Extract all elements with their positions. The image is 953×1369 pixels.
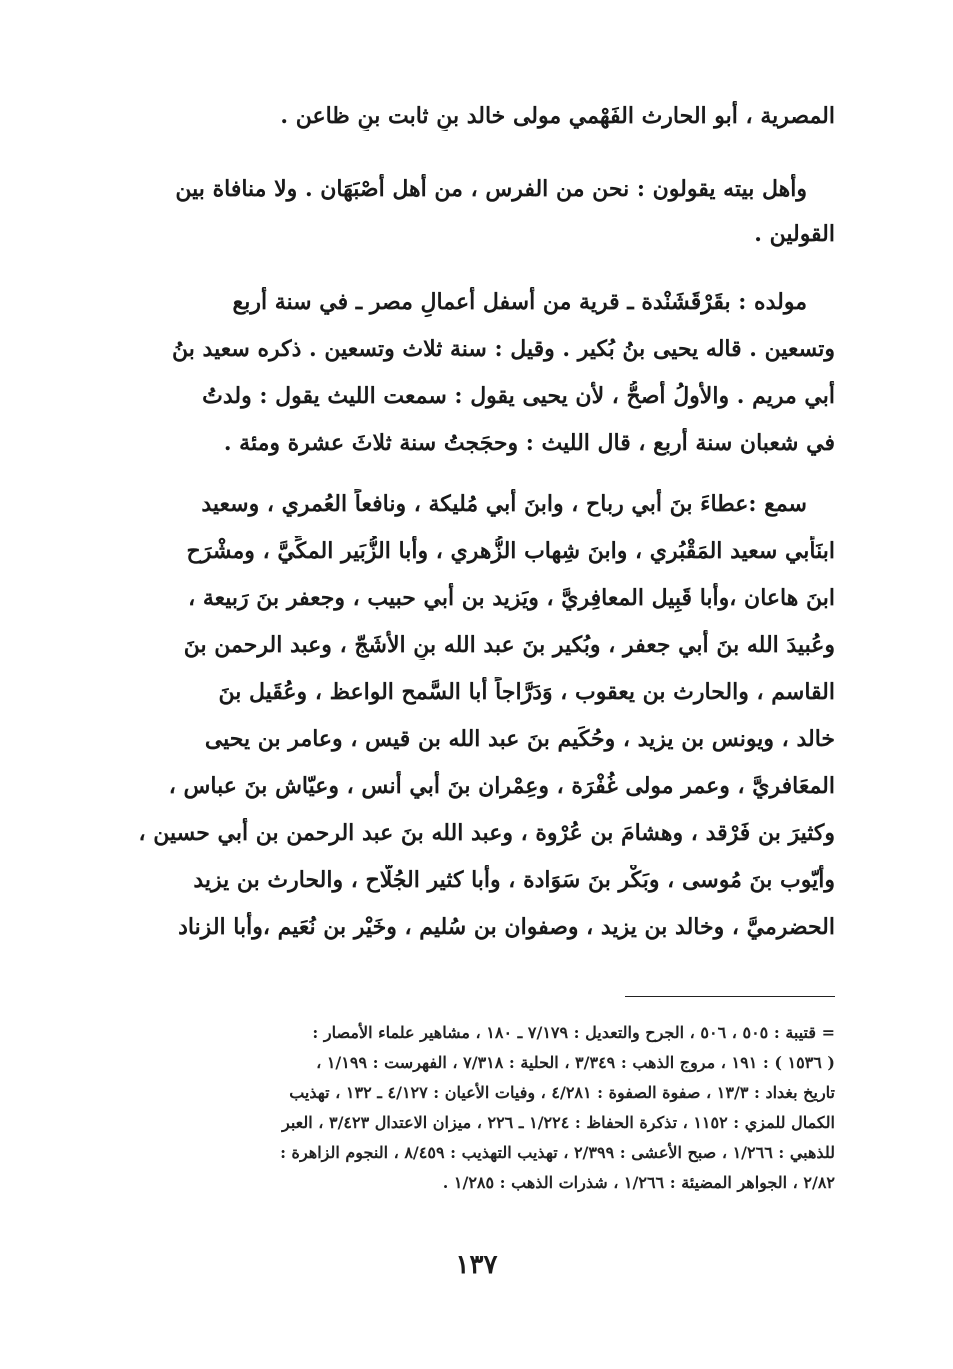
footnote-line: تاريخ بغداد : ١٣/٣ ، صفوة الصفوة : ٤/٢٨١ ، وفيات الأعيان : ٤/١٢٧ ـ ١٣٢ ، تهذيب: [289, 1083, 835, 1102]
text-line: أبي مريم . والأولُ أصحُّ ، لأن يحيى يقول : سمعت الليث يقول : ولدتُ: [202, 383, 835, 409]
footnote-line: ( ١٥٣٦ ) : ١٩١ ، مروج الذهب : ٣/٣٤٩ ، الحلية : ٧/٣١٨ ، الفهرست : ١/١٩٩ ،: [316, 1053, 835, 1072]
text-line: مولده : بقَرْقَشَنْدة ـ قرية من أسفل أعمالِ مصر ـ في سنة أربع: [232, 289, 807, 315]
text-line: القولين .: [754, 221, 835, 247]
text-line: في شعبان سنة أربع ، قال الليث : وحجَجتُ سنة ثلاثَ عشرة ومئة .: [223, 430, 835, 456]
footnote-separator: [625, 996, 835, 997]
text-line: ابنَأبي سعيد المَقْبُري ، وابنَ شِهاب الزُّهري ، وأبا الزُّبَير المكِّيَّ ، ومشْرَح: [186, 538, 835, 564]
text-line: الحضرميَّ ، وخالد بن يزيد ، وصفوان بن سُليم ، وخَيْر بن نُعَيم ،وأبا الزناد: [178, 914, 835, 940]
paragraph-3-birth: [115, 287, 835, 475]
footnote-line: الكمال للمزي : ١١٥٢ ، تذكرة الحفاظ : ١/٢٢٤ ـ ٢٢٦ ، ميزان الاعتدال ٣/٤٢٣ ، العبر: [281, 1113, 835, 1132]
text-line: وتسعين . قاله يحيى بنُ بُكير . وقيل : سنة ثلاث وتسعين . ذكره سعيد بنُ: [172, 336, 835, 362]
paragraph-1: [115, 101, 835, 146]
text-line: القاسم ، والحارث بن يعقوب ، وَدَرَّاجاً أبا السَّمح الواعظ ، وعُقَيل بنَ: [218, 679, 835, 705]
text-line: المعَافريَّ ، وعمر مولى غُفْرَة ، وعِمْران بنَ أبي أنس ، وعيّاش بنَ عباس ،: [168, 773, 835, 799]
paragraph-4-teachers: [115, 489, 835, 959]
text-line: سمع :عطاءَ بنَ أبي رباح ، وابنَ أبي مُليكة ، ونافعاً العُمري ، وسعيد: [201, 491, 807, 517]
text-line: وأهل بيته يقولون : نحن من الفرس ، من أهل أصْبَهَان . ولا منافاة بين: [175, 176, 807, 202]
text-line: ابنَ هاعان ،وأبا قَبِيل المعافِريَّ ، ويَزيد بن أبي حبيب ، وجعفر بنَ رَبيعة ،: [188, 585, 835, 611]
text-line: وكثيرَ بن فَرْقد ، وهشامَ بن عُرْوة ، وعبد الله بنَ عبد الرحمن بن أبي حسين ،: [138, 820, 835, 846]
paragraph-2: [115, 174, 835, 264]
footnote-line: ٢/٨٢ ، الجواهر المضيئة : ١/٢٦٦ ، شذرات الذهب : ١/٢٨٥ .: [442, 1173, 835, 1192]
footnote-line: = قتيبة : ٥٠٥ ، ٥٠٦ ، الجرح والتعديل : ٧/١٧٩ ـ ١٨٠ ، مشاهير علماء الأمصار :: [312, 1023, 835, 1042]
footnote-line: للذهبي : ١/٢٦٦ ، صبح الأعشى : ٢/٣٩٩ ، تهذيب التهذيب : ٨/٤٥٩ ، النجوم الزاهرة :: [280, 1143, 835, 1162]
text-line: وأيّوب بنَ مُوسى ، وبَكْر بنَ سَوَادة ، وأبا كثير الجُلَّاح ، والحارث بن يزيد: [193, 867, 835, 893]
footnotes: [115, 1018, 835, 1198]
text-line: خالد ، ويونس بن يزيد ، وحُكَيم بنَ عبد الله بن قيس ، وعامر بن يحيى: [204, 726, 835, 752]
page-number: ١٣٧: [455, 1250, 498, 1280]
text-line: وعُبيدَ الله بنَ أبي جعفر ، وبُكير بنَ عبد الله بنِ الأشَجّ ، وعبد الرحمن بنَ: [183, 632, 835, 658]
text-line: المصرية ، أبو الحارث الفَهْمي مولى خالد بنِ ثابت بنِ ظاعن .: [280, 103, 835, 129]
